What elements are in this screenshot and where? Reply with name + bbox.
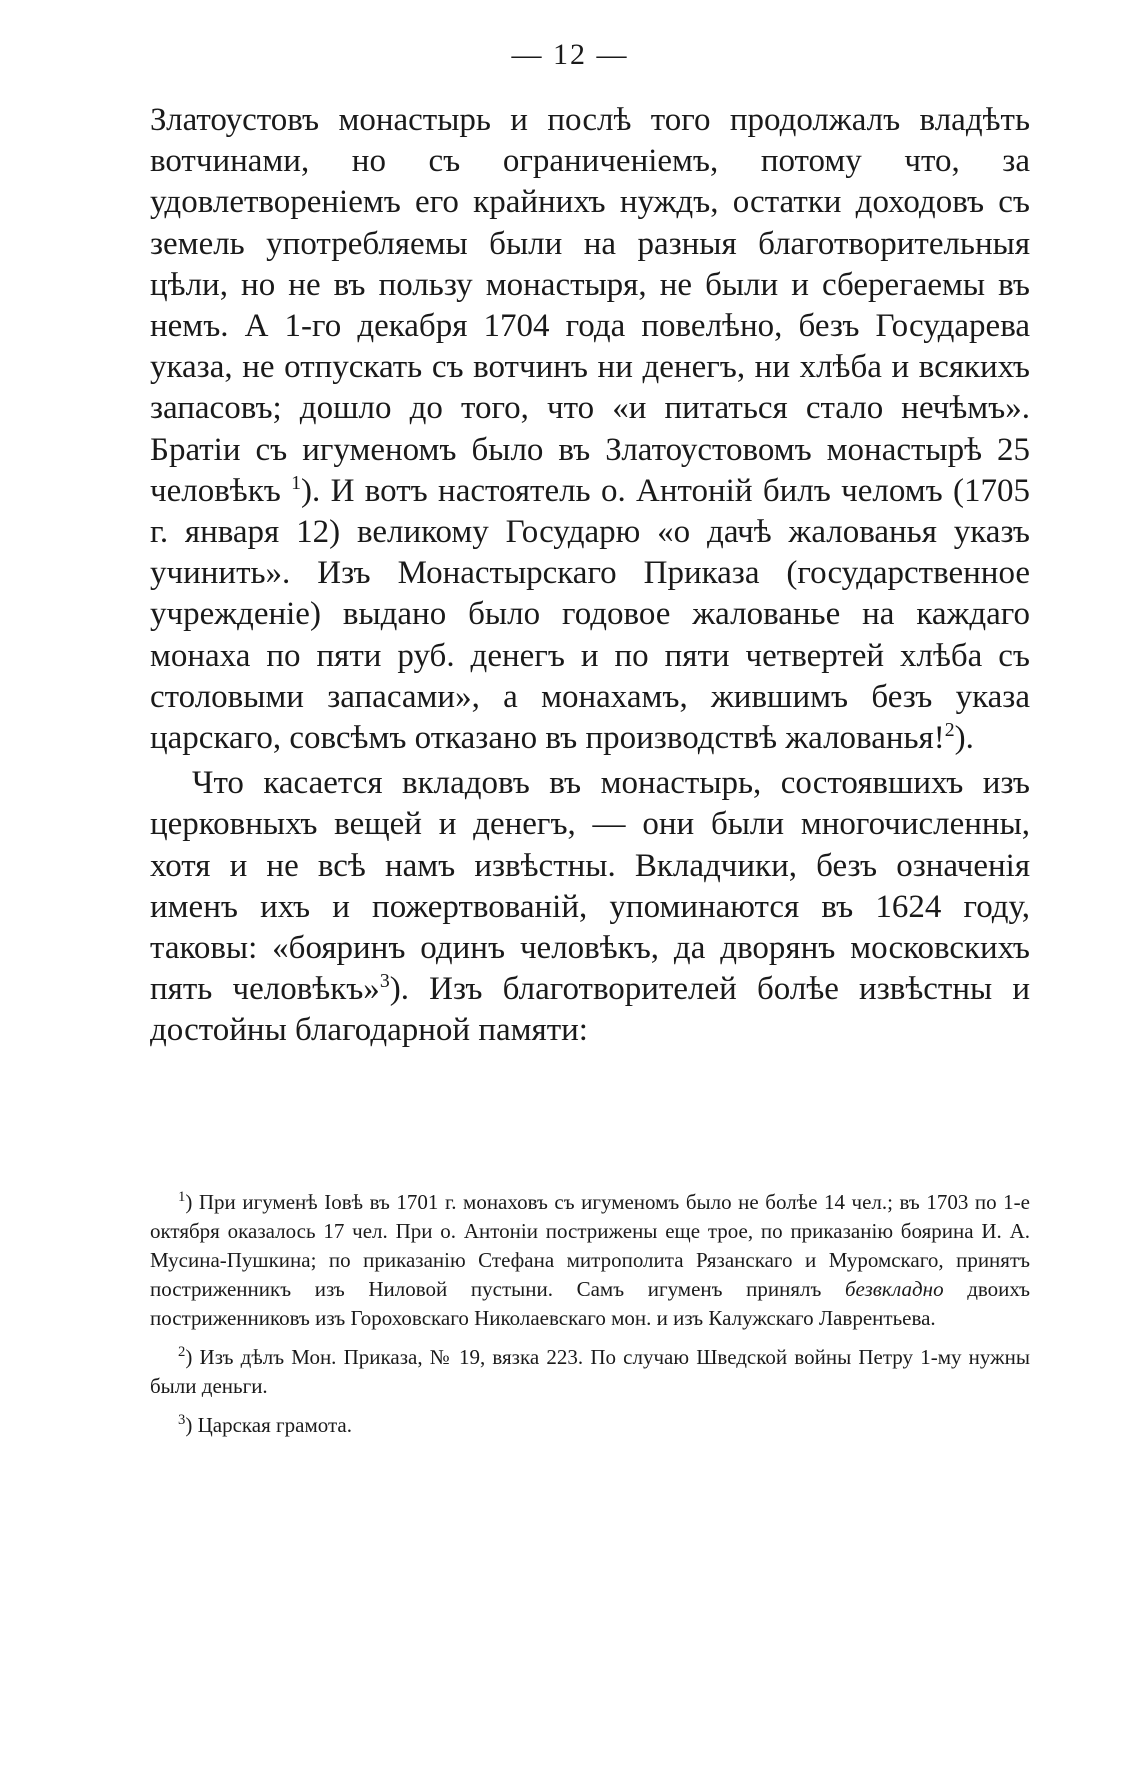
paragraph-1 bbox=[150, 100, 1030, 759]
footnote-1-text: ) При игуменѣ Іовѣ въ 1701 г. монаховъ съ игуменомъ было не болѣе 14 чел.; въ 1703 по 1-е октября оказалось 17 чел. При о. Антоніи пострижены еще трое, по приказанію боярина И. А. Мусина-Пушкина; по приказанію Стефана митрополита Рязанскаго и Муромскаго, принятъ постриженникъ изъ Ниловой пустыни. Самъ игуменъ принялъ bbox=[150, 1190, 1030, 1301]
footnote-2-text: ) Изъ дѣлъ Мон. Приказа, № 19, вязка 223. По случаю Шведской войны Петру 1-му нужны были деньги. bbox=[150, 1345, 1030, 1398]
footnotes bbox=[150, 1188, 1030, 1450]
footnote-ref-2: 2 bbox=[944, 719, 955, 742]
paragraph-1-text-end: ). bbox=[954, 720, 974, 757]
paragraph-2-text-end: ). Изъ благотворителей болѣе извѣстны и достойны благодарной памяти: bbox=[150, 971, 1030, 1049]
paragraph-1-text: Златоустовъ монастырь и послѣ того продолжалъ владѣть вотчинами, но съ ограниченіемъ, потому что, за удовлетвореніемъ его крайнихъ нуждъ, остатки доходовъ съ земель употребляемы были на разныя благотворительныя цѣли, но не въ пользу монастыря, не были и сберегаемы въ немъ. А 1-го декабря 1704 года повелѣно, безъ Государева указа, не отпускать съ вотчинъ ни денегъ, ни хлѣба и всякихъ запасовъ; дошло до того, что «и питаться стало нечѣмъ». Братіи съ игуменомъ было въ Златоустовомъ монастырѣ 25 человѣкъ bbox=[150, 102, 1030, 509]
paragraph-2-text: Что касается вкладовъ въ монастырь, состоявшихъ изъ церковныхъ вещей и денегъ, — они были многочисленны, хотя и не всѣ намъ извѣстны. Вкладчики, безъ означенія именъ ихъ и пожертвованій, упоминаются въ 1624 году, таковы: «бояринъ одинъ человѣкъ, да дворянъ московскихъ пять человѣкъ» bbox=[150, 765, 1030, 1008]
footnote-1-mark: 1 bbox=[178, 1189, 186, 1205]
footnote-ref-3: 3 bbox=[379, 970, 390, 993]
footnote-ref-1: 1 bbox=[291, 471, 302, 494]
footnote-1 bbox=[150, 1188, 1030, 1333]
footnote-3-mark: 3 bbox=[178, 1412, 186, 1428]
footnote-2 bbox=[150, 1343, 1030, 1401]
main-text bbox=[150, 100, 1030, 1052]
paragraph-1-text-continued: ). И вотъ настоятель о. Антоній билъ челомъ (1705 г. января 12) великому Государю «о дачѣ жалованья указъ учинить». Изъ Монастырскаго Приказа (государственное учрежденіе) выдано было годовое жалованье на каждаго монаха по пяти руб. денегъ и по пяти четвертей хлѣба съ столовыми запасами», а монахамъ, жившимъ безъ указа царскаго, совсѣмъ отказано въ производствѣ жалованья! bbox=[150, 472, 1030, 757]
paragraph-2 bbox=[150, 763, 1030, 1051]
footnote-2-mark: 2 bbox=[178, 1344, 186, 1360]
footnote-3-text: ) Царская грамота. bbox=[185, 1413, 352, 1437]
footnote-1-italic: безвкладно bbox=[844, 1277, 944, 1301]
footnote-1-text-end: двоихъ постриженниковъ изъ Гороховскаго Николаевскаго мон. и изъ Калужскаго Лаврентьева. bbox=[150, 1277, 1030, 1330]
page-number: — 12 — bbox=[511, 38, 629, 71]
footnote-3 bbox=[150, 1411, 1030, 1440]
